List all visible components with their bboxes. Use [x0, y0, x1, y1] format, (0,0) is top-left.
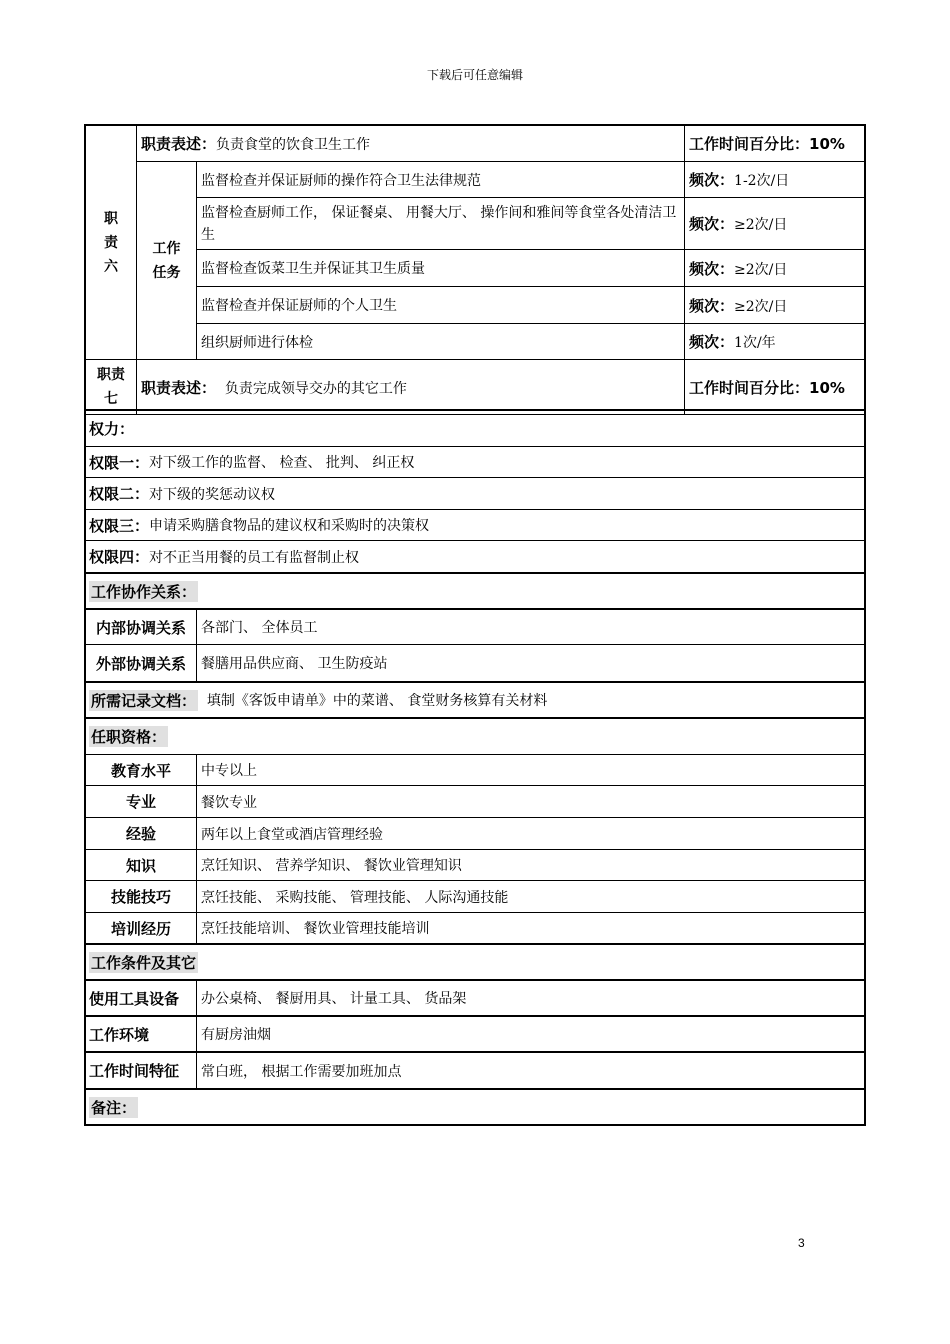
documents-block: [84, 683, 866, 719]
duty7-desc-label: 职责表述：: [141, 378, 217, 397]
remarks-block: [84, 1090, 866, 1126]
qualification-row: 培训经历 烹饪技能培训、 餐饮业管理技能培训: [86, 913, 864, 945]
cooperation-row: 外部协调关系 餐膳用品供应商、 卫生防疫站: [86, 645, 864, 683]
conditions-row: 工作时间特征 常白班， 根据工作需要加班加点: [86, 1053, 864, 1090]
task-frequency: 1-2次/日: [734, 173, 790, 189]
task-text: 监督检查厨师工作， 保证餐桌、 用餐大厅、 操作间和雅间等食堂各处清洁卫生: [197, 198, 685, 250]
cooperation-row: 内部协调关系 各部门、 全体员工: [86, 610, 864, 645]
duty7-desc: 负责完成领导交办的其它工作: [224, 380, 407, 397]
duty6-label: 职责六: [86, 126, 137, 360]
remarks-title: 备注：: [91, 1098, 137, 1117]
documents-value: 填制《客饭申请单》中的菜谱、 食堂财务核算有关材料: [206, 693, 548, 709]
task-frequency: 1次/年: [734, 335, 776, 351]
page-header: 下载后可任意编辑: [426, 68, 523, 82]
tasks-label: 工作任务: [137, 162, 197, 360]
authority-item: 权限三： 申请采购膳食物品的建议权和采购时的决策权: [86, 510, 864, 541]
task-frequency: ≥2次/日: [734, 261, 788, 278]
task-row: 监督检查厨师工作， 保证餐桌、 用餐大厅、 操作间和雅间等食堂各处清洁卫生 频次：≥2次/日: [86, 198, 866, 250]
qualification-title: 任职资格：: [91, 728, 167, 746]
duty6-desc-label: 职责表述：: [141, 135, 217, 153]
conditions-row: 工作环境 有厨房油烟: [86, 1017, 864, 1053]
task-text: 监督检查饭菜卫生并保证其卫生质量: [197, 250, 685, 287]
authority-item: 权限四： 对不正当用餐的员工有监督制止权: [86, 541, 864, 574]
task-frequency: ≥2次/日: [734, 217, 788, 233]
duties-table: [85, 125, 866, 415]
authority-block: [84, 411, 866, 574]
authority-item: 权限二： 对下级的奖惩动议权: [86, 478, 864, 510]
conditions-row: 使用工具设备 办公桌椅、 餐厨用具、 计量工具、 货品架: [86, 981, 864, 1017]
authority-title: 权力：: [89, 420, 135, 438]
qualification-row: 专业 餐饮专业: [86, 786, 864, 818]
duty7-row: [86, 360, 866, 415]
qualification-row: 知识 烹饪知识、 营养学知识、 餐饮业管理知识: [86, 850, 864, 881]
duty7-label: 职责七: [86, 360, 137, 415]
conditions-title: 工作条件及其它: [91, 953, 197, 972]
qualification-block: [84, 719, 866, 945]
qualification-row: 技能技巧 烹饪技能、 采购技能、 管理技能、 人际沟通技能: [86, 881, 864, 913]
page-number: 3: [798, 1236, 805, 1250]
cooperation-title: 工作协作关系：: [91, 582, 197, 601]
duty6-desc-row: [86, 126, 866, 162]
task-row: 监督检查并保证厨师的个人卫生 频次：≥2次/日: [86, 287, 866, 324]
task-text: 组织厨师进行体检: [197, 324, 685, 360]
duty6-percent: 工作时间百分比：10%: [689, 135, 845, 153]
qualification-row: 经验 两年以上食堂或酒店管理经验: [86, 818, 864, 850]
duty7-percent: 工作时间百分比：10%: [689, 378, 845, 397]
task-text: 监督检查并保证厨师的操作符合卫生法律规范: [197, 162, 685, 198]
cooperation-block: [84, 574, 866, 683]
duty6-desc: 负责食堂的饮食卫生工作: [216, 137, 371, 153]
task-row: 组织厨师进行体检 频次：1次/年: [86, 324, 866, 360]
qualification-row: 教育水平 中专以上: [86, 755, 864, 786]
task-text: 监督检查并保证厨师的个人卫生: [197, 287, 685, 324]
task-frequency: ≥2次/日: [734, 298, 788, 315]
duties-block: [84, 124, 866, 411]
task-row: 工作任务 监督检查并保证厨师的操作符合卫生法律规范 频次：1-2次/日: [86, 162, 866, 198]
task-row: 监督检查饭菜卫生并保证其卫生质量 频次：≥2次/日: [86, 250, 866, 287]
documents-label: 所需记录文档：: [91, 691, 197, 710]
conditions-block: [84, 945, 866, 1090]
authority-item: 权限一： 对下级工作的监督、 检查、 批判、 纠正权: [86, 447, 864, 478]
